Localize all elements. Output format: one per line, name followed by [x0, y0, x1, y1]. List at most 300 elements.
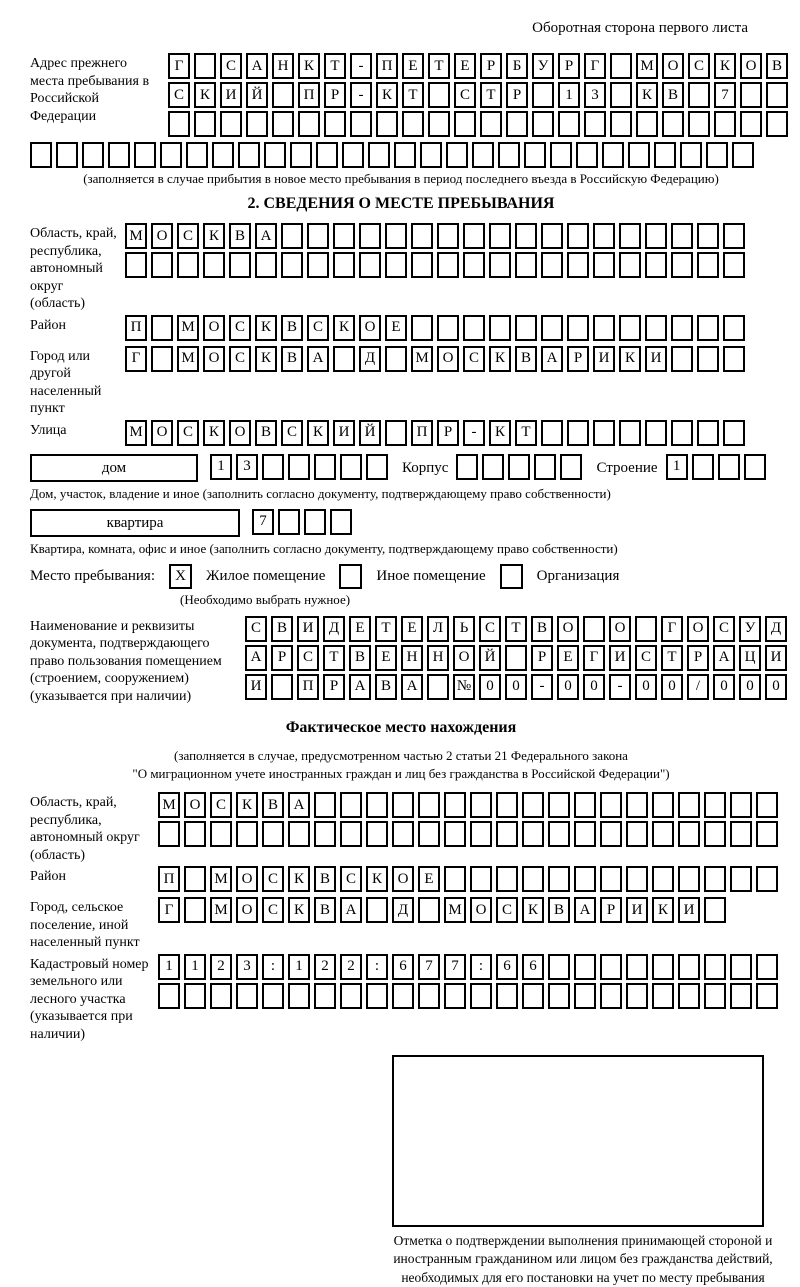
char-box: [626, 866, 648, 892]
char-box: [652, 954, 674, 980]
char-box: [314, 821, 336, 847]
char-box: [704, 897, 726, 923]
char-box: О: [740, 53, 762, 79]
char-box: [704, 821, 726, 847]
prev-address-char-row-4: [30, 142, 772, 168]
street-char-row: [125, 420, 772, 446]
char-box: В: [375, 674, 397, 700]
char-box: С: [635, 645, 657, 671]
char-box: [330, 509, 352, 535]
actual-region-char-row-2: [158, 821, 778, 847]
char-box: В: [548, 897, 570, 923]
apartment-note: Квартира, комната, офис и иное (заполнить согласно документу, подтверждающему право собственности): [30, 540, 618, 556]
region-label: Область, край, республика, автономный округ (область): [30, 226, 117, 311]
char-box: О: [203, 346, 225, 372]
char-box: В: [515, 346, 537, 372]
char-box: П: [125, 315, 147, 341]
char-box: 1: [184, 954, 206, 980]
char-box: [108, 142, 130, 168]
char-box: С: [229, 315, 251, 341]
char-box: [262, 983, 284, 1009]
char-box: К: [194, 82, 216, 108]
char-box: [184, 821, 206, 847]
char-box: [610, 53, 632, 79]
char-box: [160, 142, 182, 168]
char-box: О: [437, 346, 459, 372]
char-box: [482, 454, 504, 480]
char-box: [626, 954, 648, 980]
char-box: [470, 983, 492, 1009]
char-box: [151, 252, 173, 278]
char-box: О: [557, 616, 579, 642]
actual-district-field: [30, 866, 772, 895]
char-box: [30, 142, 52, 168]
prev-address-char-row-1: [168, 53, 788, 79]
char-box: [610, 111, 632, 137]
char-box: К: [203, 223, 225, 249]
stay-type-label: Место пребывания:: [30, 567, 155, 584]
char-box: -: [531, 674, 553, 700]
char-box: [366, 897, 388, 923]
char-box: С: [262, 897, 284, 923]
char-box: [316, 142, 338, 168]
char-box: [158, 983, 180, 1009]
char-box: 7: [252, 509, 274, 535]
char-box: М: [210, 866, 232, 892]
char-box: [600, 792, 622, 818]
char-box: 6: [392, 954, 414, 980]
char-box: Е: [385, 315, 407, 341]
char-box: [158, 821, 180, 847]
char-box: [524, 142, 546, 168]
char-box: П: [411, 420, 433, 446]
char-box: Г: [584, 53, 606, 79]
char-box: О: [151, 223, 173, 249]
stay-type-row: [30, 564, 772, 589]
char-box: [548, 954, 570, 980]
char-box: Г: [158, 897, 180, 923]
actual-location-heading: Фактическое место нахождения: [285, 719, 517, 736]
char-box: [402, 111, 424, 137]
char-box: И: [333, 420, 355, 446]
building-label: Строение: [596, 459, 658, 476]
char-box: М: [125, 420, 147, 446]
char-box: [463, 223, 485, 249]
char-box: С: [177, 223, 199, 249]
char-box: [262, 821, 284, 847]
char-box: О: [184, 792, 206, 818]
char-box: К: [636, 82, 658, 108]
char-box: [444, 821, 466, 847]
char-box: [704, 983, 726, 1009]
char-box: [584, 111, 606, 137]
char-box: [288, 454, 310, 480]
char-box: [272, 82, 294, 108]
char-box: [470, 866, 492, 892]
char-box: [619, 252, 641, 278]
char-box: А: [288, 792, 310, 818]
cadastral-char-row-2: [158, 983, 778, 1009]
char-box: [619, 315, 641, 341]
char-box: [548, 792, 570, 818]
char-box: [645, 252, 667, 278]
char-box: [210, 983, 232, 1009]
char-box: И: [609, 645, 631, 671]
char-box: [262, 454, 284, 480]
char-box: С: [713, 616, 735, 642]
char-box: [610, 82, 632, 108]
char-box: [420, 142, 442, 168]
char-box: [567, 223, 589, 249]
char-box: [333, 346, 355, 372]
char-box: [550, 142, 572, 168]
char-box: С: [229, 346, 251, 372]
char-box: [272, 111, 294, 137]
char-box: [418, 821, 440, 847]
char-box: [756, 821, 778, 847]
char-box: М: [125, 223, 147, 249]
char-box: [704, 792, 726, 818]
char-box: [600, 983, 622, 1009]
char-box: В: [281, 315, 303, 341]
char-box: С: [281, 420, 303, 446]
region-char-row-1: [125, 223, 772, 249]
char-box: О: [359, 315, 381, 341]
char-box: 0: [713, 674, 735, 700]
char-box: [480, 111, 502, 137]
house-note: Дом, участок, владение и иное (заполнить согласно документу, подтверждающему право собственности): [30, 485, 611, 501]
char-box: Е: [418, 866, 440, 892]
char-box: [350, 111, 372, 137]
char-box: [385, 420, 407, 446]
char-box: О: [453, 645, 475, 671]
char-box: №: [453, 674, 475, 700]
char-box: [671, 315, 693, 341]
char-box: [593, 420, 615, 446]
char-box: [697, 346, 719, 372]
char-box: [186, 142, 208, 168]
char-box: [756, 866, 778, 892]
char-box: [184, 897, 206, 923]
char-box: К: [376, 82, 398, 108]
char-box: Р: [271, 645, 293, 671]
char-box: [626, 983, 648, 1009]
city-char-row: [125, 346, 772, 372]
actual-region-label: Область, край, республика, автономный округ (область): [30, 795, 140, 863]
char-box: С: [168, 82, 190, 108]
char-box: [678, 792, 700, 818]
char-box: Г: [583, 645, 605, 671]
char-box: В: [766, 53, 788, 79]
char-box: С: [496, 897, 518, 923]
char-box: А: [246, 53, 268, 79]
char-box: [385, 223, 407, 249]
char-box: [418, 792, 440, 818]
char-box: Г: [125, 346, 147, 372]
district-char-row: [125, 315, 772, 341]
char-box: Д: [765, 616, 787, 642]
char-box: [288, 821, 310, 847]
char-box: [229, 252, 251, 278]
char-box: [444, 866, 466, 892]
char-box: [307, 223, 329, 249]
char-box: [522, 792, 544, 818]
char-box: [515, 315, 537, 341]
prev-address-field: [30, 53, 782, 140]
char-box: Д: [359, 346, 381, 372]
char-box: А: [340, 897, 362, 923]
char-box: [508, 454, 530, 480]
char-box: И: [297, 616, 319, 642]
char-box: [697, 252, 719, 278]
char-box: Г: [661, 616, 683, 642]
char-box: 0: [635, 674, 657, 700]
char-box: [437, 252, 459, 278]
char-box: [359, 252, 381, 278]
block-label: Корпус: [402, 459, 449, 476]
char-box: [359, 223, 381, 249]
char-box: [574, 954, 596, 980]
char-box: Т: [661, 645, 683, 671]
char-box: [271, 674, 293, 700]
char-box: К: [522, 897, 544, 923]
char-box: П: [158, 866, 180, 892]
char-box: В: [349, 645, 371, 671]
char-box: У: [739, 616, 761, 642]
char-box: [671, 420, 693, 446]
prev-address-char-row-2: [168, 82, 788, 108]
char-box: [541, 252, 563, 278]
street-field: [30, 420, 772, 449]
actual-location-note-line2: "О миграционном учете иностранных граждан и лиц без гражданства в Российской Федерации"): [132, 765, 670, 781]
char-box: В: [314, 866, 336, 892]
char-box: [307, 252, 329, 278]
char-box: [718, 454, 740, 480]
char-box: [314, 454, 336, 480]
char-box: [437, 223, 459, 249]
char-box: [593, 252, 615, 278]
organization-option-label: Организация: [536, 567, 620, 584]
char-box: [574, 983, 596, 1009]
char-box: [489, 252, 511, 278]
prev-address-label: Адрес прежнего места пребывания в Российской Федерации: [30, 56, 150, 124]
char-box: К: [236, 792, 258, 818]
char-box: 3: [236, 954, 258, 980]
actual-region-char-row-1: [158, 792, 778, 818]
char-box: 3: [236, 454, 258, 480]
char-box: Л: [427, 616, 449, 642]
char-box: [368, 142, 390, 168]
block-cells: [456, 454, 582, 480]
char-box: 6: [496, 954, 518, 980]
document-char-row-2: [245, 645, 787, 671]
char-box: [428, 111, 450, 137]
char-box: А: [255, 223, 277, 249]
char-box: [220, 111, 242, 137]
char-box: К: [333, 315, 355, 341]
char-box: Н: [401, 645, 423, 671]
char-box: [574, 792, 596, 818]
char-box: Б: [506, 53, 528, 79]
char-box: [177, 252, 199, 278]
char-box: [463, 252, 485, 278]
char-box: [515, 252, 537, 278]
apartment-type-box: квартира: [30, 509, 240, 537]
actual-region-field: [30, 792, 772, 864]
char-box: О: [203, 315, 225, 341]
char-box: [678, 983, 700, 1009]
char-box: [635, 616, 657, 642]
char-box: [454, 111, 476, 137]
char-box: К: [288, 897, 310, 923]
char-box: [444, 983, 466, 1009]
char-box: [210, 821, 232, 847]
char-box: В: [662, 82, 684, 108]
char-box: Н: [272, 53, 294, 79]
char-box: К: [255, 315, 277, 341]
char-box: [340, 792, 362, 818]
char-box: С: [297, 645, 319, 671]
char-box: С: [688, 53, 710, 79]
building-cells: [666, 454, 766, 480]
char-box: [723, 315, 745, 341]
char-box: [125, 252, 147, 278]
char-box: [602, 142, 624, 168]
char-box: 0: [661, 674, 683, 700]
char-box: [184, 866, 206, 892]
char-box: К: [489, 420, 511, 446]
document-field: [30, 616, 782, 706]
char-box: О: [151, 420, 173, 446]
actual-location-note: [30, 747, 772, 782]
char-box: [366, 792, 388, 818]
char-box: [706, 142, 728, 168]
char-box: [281, 252, 303, 278]
char-box: Е: [557, 645, 579, 671]
cadastral-label: Кадастровый номер земельного или лесного участка (указывается при наличии): [30, 956, 149, 1042]
char-box: В: [255, 420, 277, 446]
char-box: С: [454, 82, 476, 108]
char-box: [548, 983, 570, 1009]
char-box: [593, 223, 615, 249]
char-box: [662, 111, 684, 137]
char-box: [203, 252, 225, 278]
char-box: С: [210, 792, 232, 818]
char-box: Р: [506, 82, 528, 108]
other-premises-checkbox: [339, 564, 362, 589]
char-box: [151, 315, 173, 341]
char-box: И: [220, 82, 242, 108]
char-box: Р: [531, 645, 553, 671]
char-box: М: [636, 53, 658, 79]
char-box: [626, 821, 648, 847]
district-label: Район: [30, 317, 66, 333]
char-box: Р: [437, 420, 459, 446]
char-box: [212, 142, 234, 168]
char-box: [394, 142, 416, 168]
char-box: И: [626, 897, 648, 923]
char-box: [645, 420, 667, 446]
char-box: [619, 420, 641, 446]
house-type-box: дом: [30, 454, 198, 482]
char-box: М: [177, 346, 199, 372]
char-box: [194, 111, 216, 137]
char-box: [82, 142, 104, 168]
char-box: [194, 53, 216, 79]
char-box: [444, 792, 466, 818]
char-box: [697, 420, 719, 446]
house-number-cells: [210, 454, 388, 480]
char-box: У: [532, 53, 554, 79]
char-box: [600, 866, 622, 892]
char-box: О: [687, 616, 709, 642]
char-box: [619, 223, 641, 249]
cadastral-field: [30, 954, 772, 1044]
char-box: [678, 954, 700, 980]
char-box: О: [470, 897, 492, 923]
char-box: [680, 142, 702, 168]
char-box: Т: [323, 645, 345, 671]
district-field: [30, 315, 772, 344]
char-box: [324, 111, 346, 137]
city-field: [30, 346, 772, 418]
char-box: [290, 142, 312, 168]
char-box: [532, 111, 554, 137]
actual-city-char-row: [158, 897, 772, 923]
char-box: С: [340, 866, 362, 892]
char-box: [392, 792, 414, 818]
char-box: [692, 454, 714, 480]
char-box: П: [297, 674, 319, 700]
char-box: [593, 315, 615, 341]
char-box: К: [619, 346, 641, 372]
char-box: -: [350, 82, 372, 108]
char-box: 0: [765, 674, 787, 700]
char-box: Р: [480, 53, 502, 79]
char-box: [418, 897, 440, 923]
char-box: И: [765, 645, 787, 671]
stamp-caption: Отметка о подтверждении выполнения принимающей стороной и иностранным гражданином или лицом без гражданства действий, необходимых для его постановки на учет по месту пребывания: [393, 1233, 773, 1285]
char-box: Й: [479, 645, 501, 671]
char-box: С: [479, 616, 501, 642]
char-box: Т: [515, 420, 537, 446]
char-box: [567, 420, 589, 446]
char-box: П: [376, 53, 398, 79]
char-box: [456, 454, 478, 480]
char-box: [278, 509, 300, 535]
char-box: [505, 645, 527, 671]
char-box: [496, 983, 518, 1009]
char-box: [671, 346, 693, 372]
char-box: /: [687, 674, 709, 700]
char-box: [645, 223, 667, 249]
residential-checkbox: X: [169, 564, 192, 589]
char-box: [723, 346, 745, 372]
char-box: О: [392, 866, 414, 892]
char-box: [333, 252, 355, 278]
char-box: 7: [444, 954, 466, 980]
char-box: [697, 223, 719, 249]
char-box: [697, 315, 719, 341]
cadastral-char-row-1: [158, 954, 778, 980]
char-box: Т: [402, 82, 424, 108]
char-box: Р: [600, 897, 622, 923]
char-box: [730, 792, 752, 818]
char-box: К: [255, 346, 277, 372]
char-box: А: [401, 674, 423, 700]
char-box: [567, 315, 589, 341]
char-box: М: [177, 315, 199, 341]
